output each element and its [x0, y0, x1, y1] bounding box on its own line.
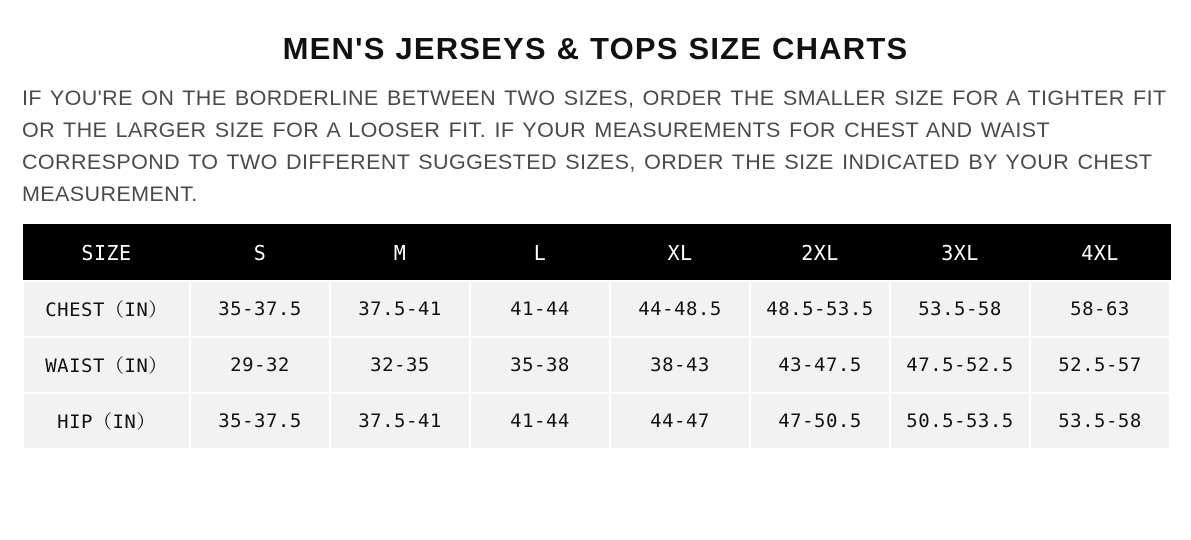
cell-chest-2xl: 48.5-53.5	[750, 281, 890, 337]
cell-waist-s: 29-32	[190, 337, 330, 393]
table-body	[23, 281, 1170, 449]
row-label-chest: CHEST（IN）	[23, 281, 190, 337]
cell-hip-3xl: 50.5-53.5	[890, 393, 1030, 449]
cell-waist-m: 32-35	[330, 337, 470, 393]
cell-chest-4xl: 58-63	[1030, 281, 1170, 337]
cell-hip-l: 41-44	[470, 393, 610, 449]
column-header-xl: XL	[610, 225, 750, 281]
cell-hip-4xl: 53.5-58	[1030, 393, 1170, 449]
cell-waist-l: 35-38	[470, 337, 610, 393]
column-header-l: L	[470, 225, 610, 281]
size-chart-page	[0, 30, 1191, 540]
page-title: MEN'S JERSEYS & TOPS SIZE CHARTS	[282, 31, 909, 66]
row-label-waist: WAIST（IN）	[23, 337, 190, 393]
size-chart-table	[22, 224, 1171, 450]
cell-waist-2xl: 43-47.5	[750, 337, 890, 393]
cell-hip-xl: 44-47	[610, 393, 750, 449]
table-row	[23, 281, 1170, 337]
cell-chest-xl: 44-48.5	[610, 281, 750, 337]
row-label-hip: HIP（IN）	[23, 393, 190, 449]
column-header-m: M	[330, 225, 470, 281]
table-row	[23, 337, 1170, 393]
column-header-2xl: 2XL	[750, 225, 890, 281]
cell-hip-m: 37.5-41	[330, 393, 470, 449]
cell-chest-l: 41-44	[470, 281, 610, 337]
cell-waist-4xl: 52.5-57	[1030, 337, 1170, 393]
cell-chest-3xl: 53.5-58	[890, 281, 1030, 337]
table-header	[23, 225, 1170, 281]
cell-waist-xl: 38-43	[610, 337, 750, 393]
cell-chest-m: 37.5-41	[330, 281, 470, 337]
column-header-4xl: 4XL	[1030, 225, 1170, 281]
column-header-s: S	[190, 225, 330, 281]
table-row	[23, 393, 1170, 449]
cell-waist-3xl: 47.5-52.5	[890, 337, 1030, 393]
cell-hip-s: 35-37.5	[190, 393, 330, 449]
table-header-row	[23, 225, 1170, 281]
cell-chest-s: 35-37.5	[190, 281, 330, 337]
column-header-size: SIZE	[23, 225, 190, 281]
intro-paragraph: IF YOU'RE ON THE BORDERLINE BETWEEN TWO SIZES, ORDER THE SMALLER SIZE FOR A TIGHTER FIT OR THE LARGER SIZE FOR A LOOSER FIT. IF YOUR MEASUREMENTS FOR CHEST AND WAIST CORRESPOND TO TWO DIFFERENT SUGGESTED SIZES, ORDER THE SIZE INDICATED BY YOUR CHEST MEASUREMENT.	[22, 86, 1167, 206]
cell-hip-2xl: 47-50.5	[750, 393, 890, 449]
column-header-3xl: 3XL	[890, 225, 1030, 281]
